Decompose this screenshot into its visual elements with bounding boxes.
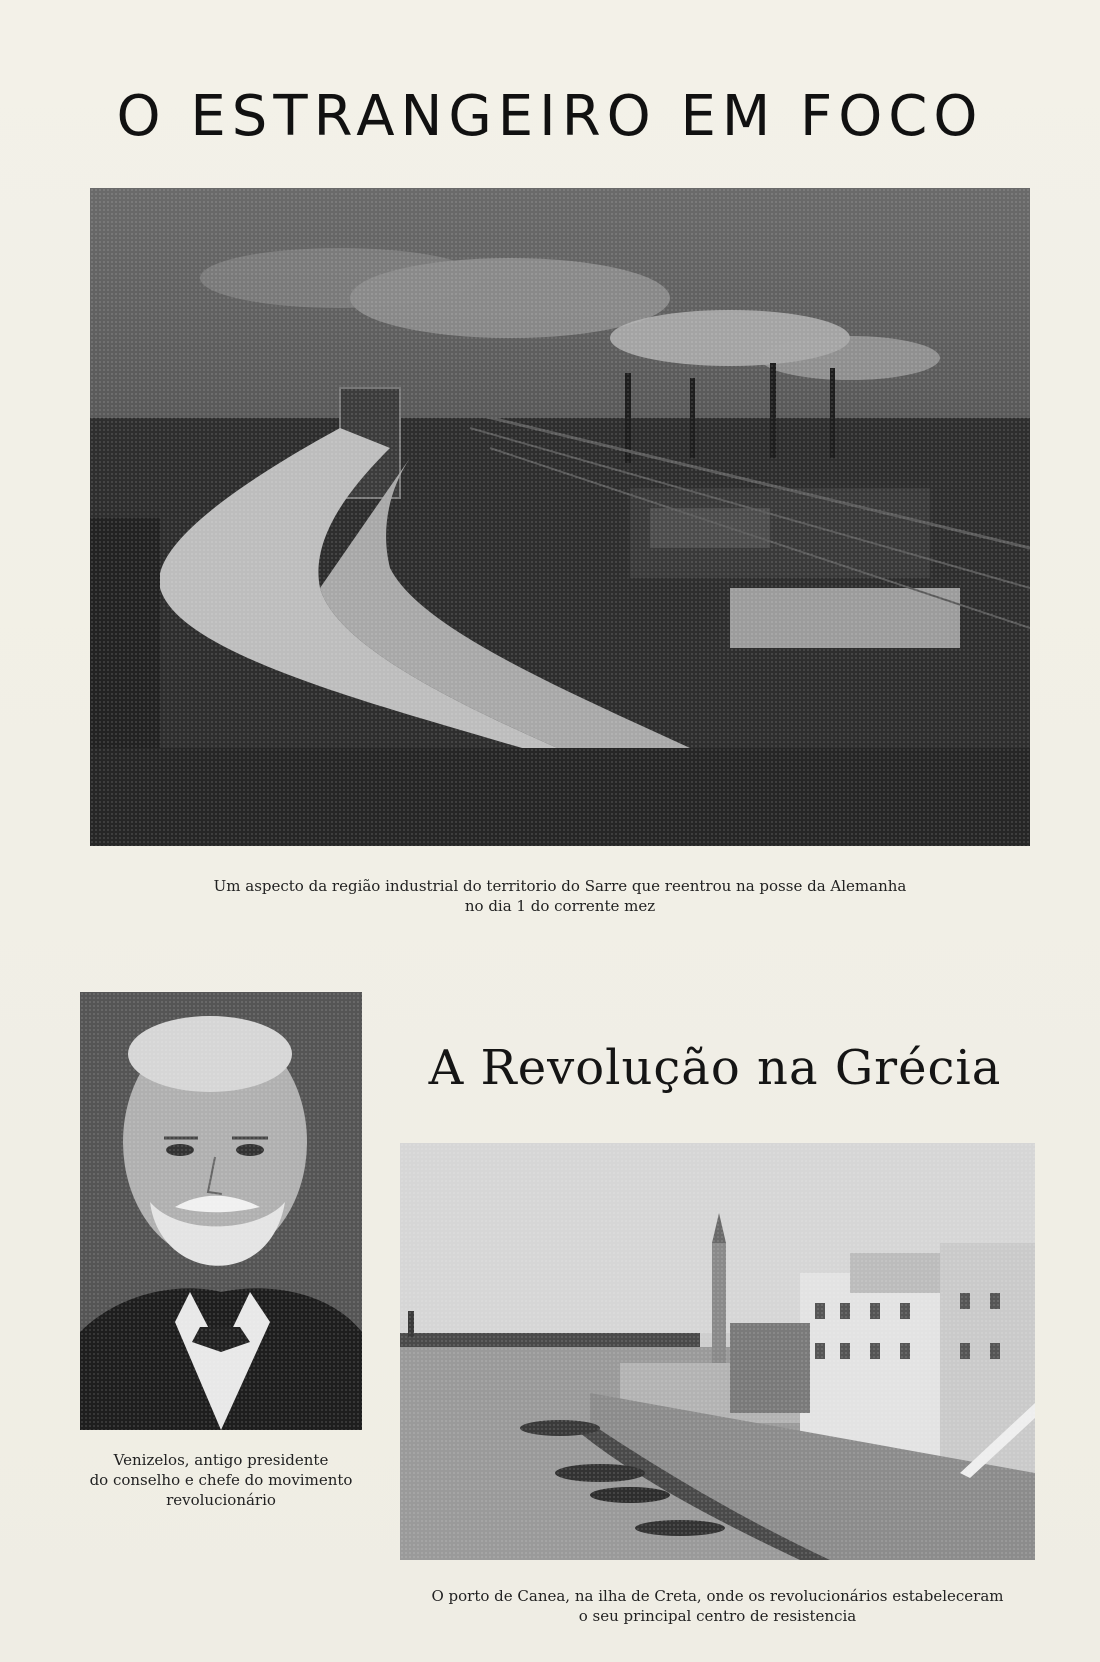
harbor-photo-caption <box>385 1586 1050 1626</box>
section-title: A Revolução na Grécia <box>428 1040 1002 1096</box>
harbor-caption-line-1: O porto de Canea, na ilha de Creta, onde os revolucionários estabeleceram <box>431 1587 1004 1605</box>
venizelos-portrait-photo <box>80 992 362 1430</box>
industrial-caption-line-2: no dia 1 do corrente mez <box>464 897 656 915</box>
industrial-region-photo <box>90 188 1030 846</box>
canea-harbor-photo <box>400 1143 1035 1560</box>
venizelos-caption <box>60 1450 382 1510</box>
industrial-photo-caption <box>90 876 1030 916</box>
industrial-caption-line-1: Um aspecto da região industrial do territorio do Sarre que reentrou na posse da Alemanha <box>213 877 907 895</box>
venizelos-caption-line-1: Venizelos, antigo presidente <box>113 1451 329 1469</box>
harbor-caption-line-2: o seu principal centro de resistencia <box>578 1607 857 1625</box>
venizelos-caption-line-2: do conselho e chefe do movimento <box>89 1471 353 1489</box>
venizelos-caption-line-3: revolucionário <box>166 1491 276 1509</box>
page-headline: O ESTRANGEIRO EM FOCO <box>116 84 984 149</box>
